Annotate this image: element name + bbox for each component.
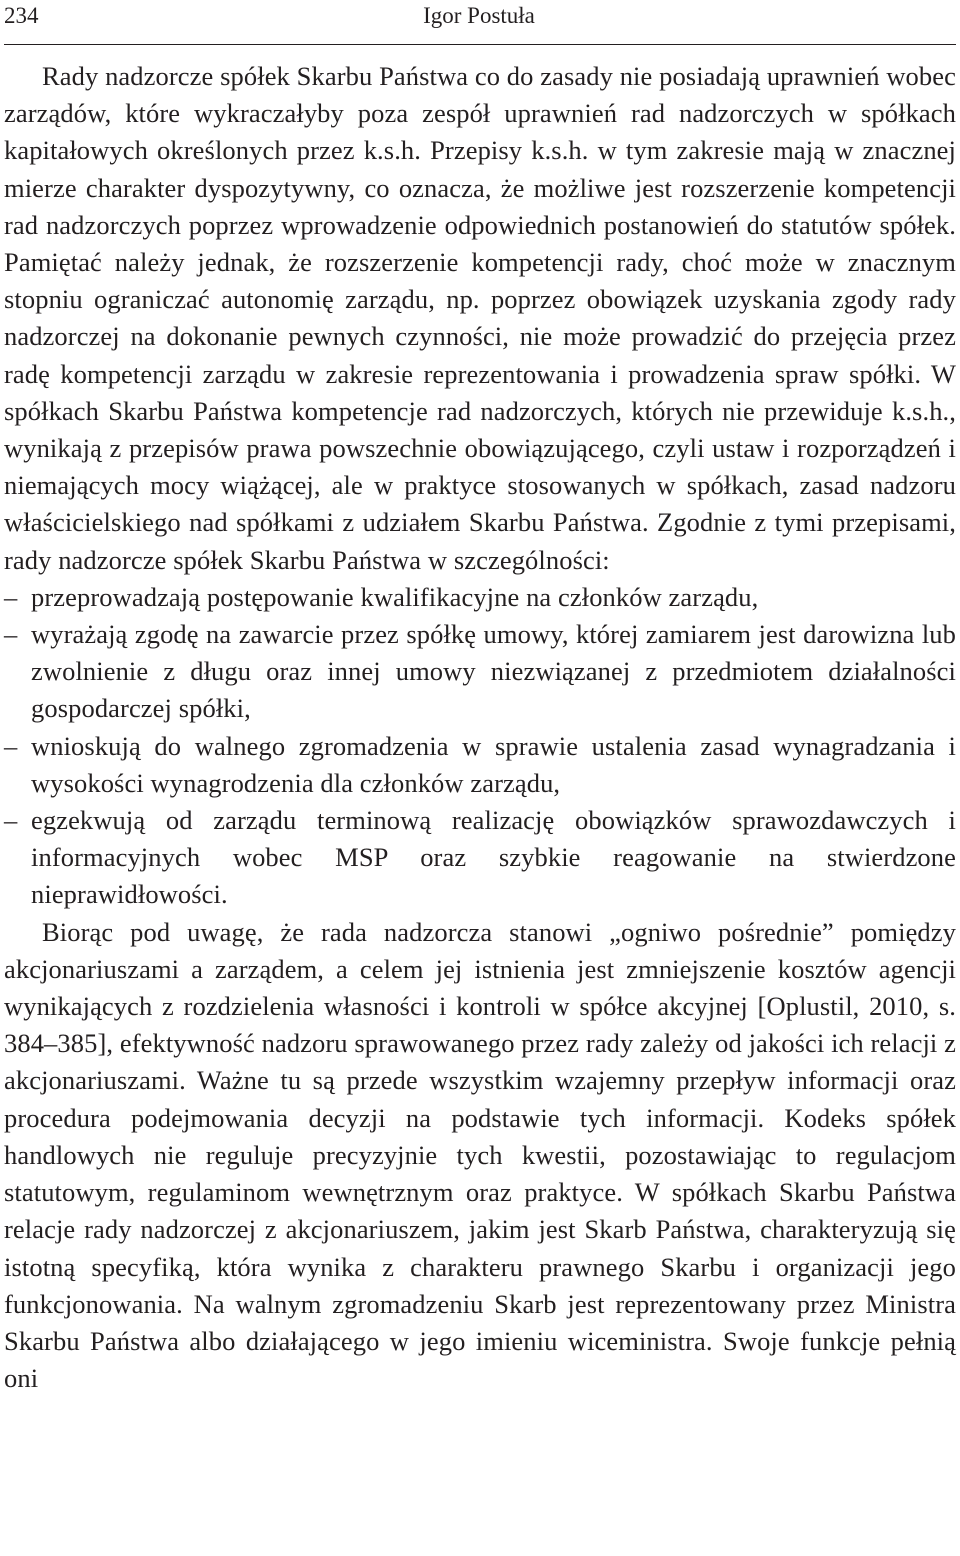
page-number: 234: [4, 3, 39, 28]
page-body: [4, 58, 956, 1397]
dash-marker: –: [4, 730, 18, 761]
competence-list: [4, 579, 956, 914]
list-item-text: wnioskują do walnego zgromadzenia w sprawie ustalenia zasad wynagradzania i wysokości wynagrodzenia dla członków zarządu,: [31, 730, 956, 798]
list-item: [4, 802, 956, 914]
running-head-author: Igor Postuła: [423, 3, 535, 28]
list-item: [4, 616, 956, 728]
list-item: [4, 579, 956, 616]
list-item-text: przeprowadzają postępowanie kwalifikacyjne na członków zarządu,: [31, 581, 759, 612]
dash-marker: –: [4, 581, 18, 612]
dash-marker: –: [4, 619, 18, 650]
paragraph: Rady nadzorcze spółek Skarbu Państwa co do zasady nie posiadają uprawnień wobec zarządów, które wykraczałyby poza zespół uprawnień rad nadzorczych w spółkach kapitałowych określonych przez k.s.h. Przepisy k.s.h. w tym zakresie mają w znacznej mierze charakter dyspozytywny, co oznacza, że możliwe jest rozszerzenie kompetencji rad nadzorczych poprzez wprowadzenie odpowiednich postanowień do statutów spółek. Pamiętać należy jednak, że rozszerzenie kompetencji rady, choć może w znacznym stopniu ograniczać autonomię zarządu, np. poprzez obowiązek uzyskania zgody rady nadzorczej na dokonanie pewnych czynności, nie może prowadzić do przejęcia przez radę kompetencji zarządu w zakresie reprezentowania i prowadzenia spraw spółki. W spółkach Skarbu Państwa kompetencje rad nadzorczych, których nie przewiduje k.s.h., wynikają z przepisów prawa powszechnie obowiązującego, czyli ustaw i rozporządzeń i niemających mocy wiążącej, ale w praktyce stosowanych w spółkach, zasad nadzoru właścicielskiego nad spółkami z udziałem Skarbu Państwa. Zgodnie z tymi przepisami, rady nadzorcze spółek Skarbu Państwa w szczególności:: [4, 61, 956, 575]
list-item-text: egzekwują od zarządu terminową realizację obowiązków sprawozdawczych i informacyjnych wobec MSP oraz szybkie reagowanie na stwierdzone nieprawidłowości.: [31, 805, 956, 910]
page-header: [4, 2, 954, 38]
paragraph: Biorąc pod uwagę, że rada nadzorcza stanowi „ogniwo pośrednie” pomiędzy akcjonariuszami a zarządem, a celem jej istnienia jest zmniejszenie kosztów agencji wynikających z rozdzielenia własności i kontroli w spółce akcyjnej [Oplustil, 2010, s. 384–385], efektywność nadzoru sprawowanego przez rady zależy od jakości ich relacji z akcjonariuszami. Ważne tu są przede wszystkim wzajemny przepływ informacji oraz procedura podejmowania decyzji na podstawie tych informacji. Kodeks spółek handlowych nie reguluje precyzyjnie tych kwestii, pozostawiając to regulacjom statutowym, regulaminom wewnętrznym oraz praktyce. W spółkach Skarbu Państwa relacje rady nadzorczej z akcjonariuszem, jakim jest Skarb Państwa, charakteryzują się istotną specyfiką, która wynika z charakteru prawnego Skarbu i organizacji jego funkcjonowania. Na walnym zgromadzeniu Skarb jest reprezentowany przez Ministra Skarbu Państwa albo działającego w jego imieniu wiceministra. Swoje funkcje pełnią oni: [4, 916, 956, 1394]
list-item-text: wyrażają zgodę na zawarcie przez spółkę umowy, której zamiarem jest darowizna lub zwolnienie z długu oraz innej umowy niezwiązanej z przedmiotem działalności gospodarczej spółki,: [31, 619, 956, 724]
list-item: [4, 728, 956, 802]
header-rule: [4, 44, 956, 45]
dash-marker: –: [4, 805, 18, 836]
